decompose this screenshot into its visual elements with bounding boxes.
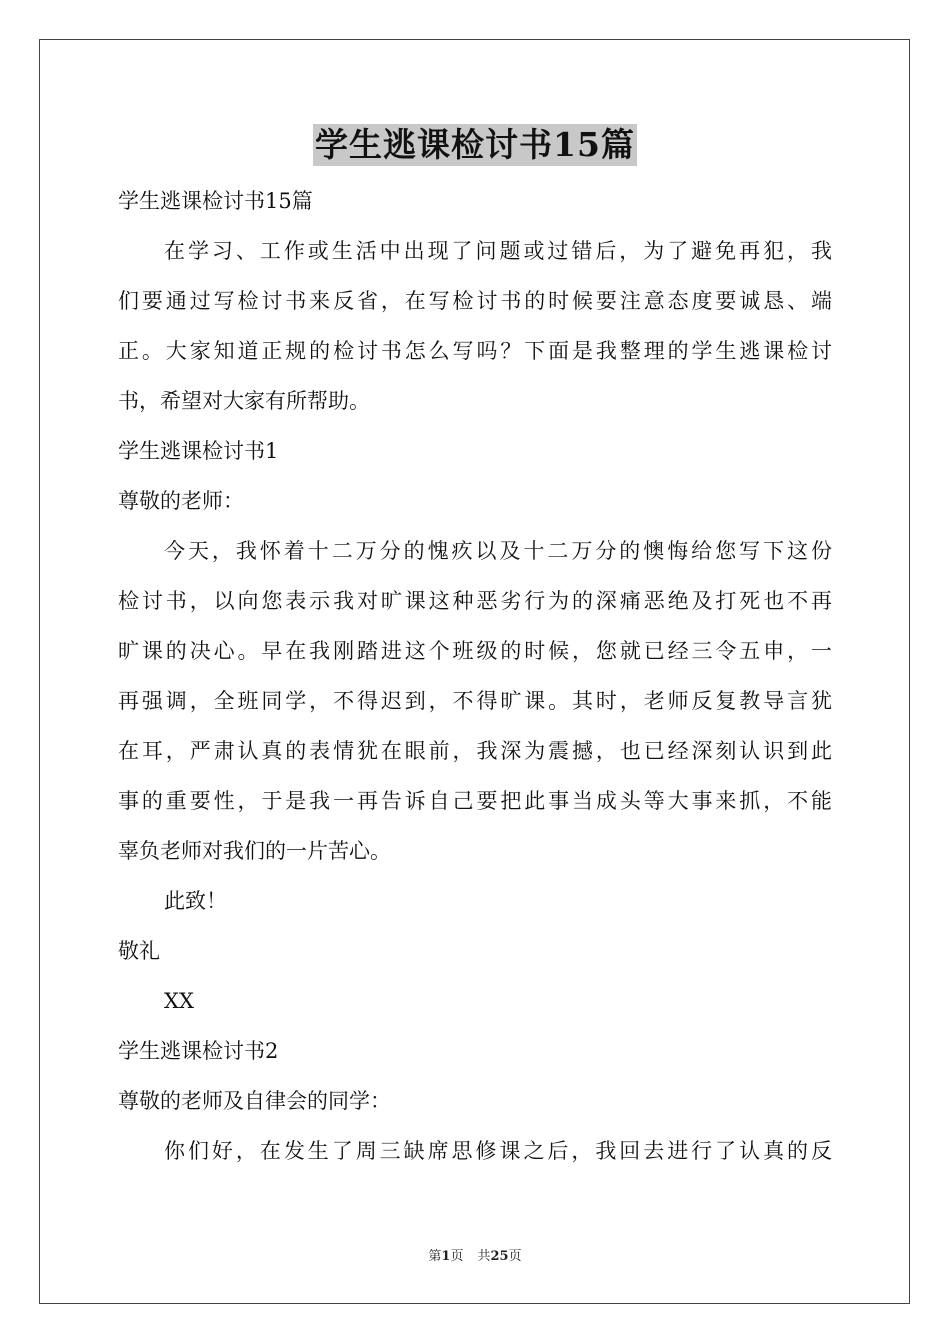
text-line: 事的重要性，于是我一再告诉自己要把此事当成头等大事来抓，不能 xyxy=(118,789,832,813)
title-container xyxy=(0,124,950,166)
text-line: 尊敬的老师： xyxy=(118,489,244,513)
text-line: 学生逃课检讨书1 xyxy=(118,439,279,463)
text-line: 学生逃课检讨书2 xyxy=(118,1039,279,1063)
text-line: 再强调，全班同学，不得迟到，不得旷课。其时，老师反复教导言犹 xyxy=(118,689,832,713)
current-page-number: 1 xyxy=(441,1249,451,1264)
text-line: 辜负老师对我们的一片苦心。 xyxy=(118,839,391,863)
text-line: 尊敬的老师及自律会的同学： xyxy=(118,1089,391,1113)
text-line: 你们好，在发生了周三缺席思修课之后，我回去进行了认真的反 xyxy=(164,1139,832,1163)
text-line: 正。大家知道正规的检讨书怎么写吗？下面是我整理的学生逃课检讨 xyxy=(118,339,832,363)
text-line: 学生逃课检讨书15篇 xyxy=(118,189,313,213)
text-line: 此致！ xyxy=(164,889,227,913)
page-footer xyxy=(0,1248,950,1266)
total-label-suffix: 页 xyxy=(508,1249,522,1264)
text-line: 书，希望对大家有所帮助。 xyxy=(118,389,370,413)
text-line: 旷课的决心。早在我刚踏进这个班级的时候，您就已经三令五申，一 xyxy=(118,639,832,663)
text-line: XX xyxy=(164,989,194,1013)
document-title: 学生逃课检讨书15篇 xyxy=(315,125,635,164)
text-line: 们要通过写检讨书来反省，在写检讨书的时候要注意态度要诚恳、端 xyxy=(118,289,832,313)
total-page-count: 25 xyxy=(490,1249,509,1264)
text-line: 在耳，严肃认真的表情犹在眼前，我深为震撼，也已经深刻认识到此 xyxy=(118,739,832,763)
document-body xyxy=(118,176,832,1176)
text-line: 在学习、工作或生活中出现了问题或过错后，为了避免再犯，我 xyxy=(164,239,832,263)
page-label-prefix: 第 xyxy=(428,1249,442,1264)
page-label-suffix: 页 xyxy=(450,1249,464,1264)
text-line: 检讨书，以向您表示我对旷课这种恶劣行为的深痛恶绝及打死也不再 xyxy=(118,589,832,613)
text-line: 今天，我怀着十二万分的愧疚以及十二万分的懊悔给您写下这份 xyxy=(164,539,832,563)
text-line: 敬礼 xyxy=(118,939,160,963)
total-label-prefix: 共 xyxy=(477,1249,491,1264)
